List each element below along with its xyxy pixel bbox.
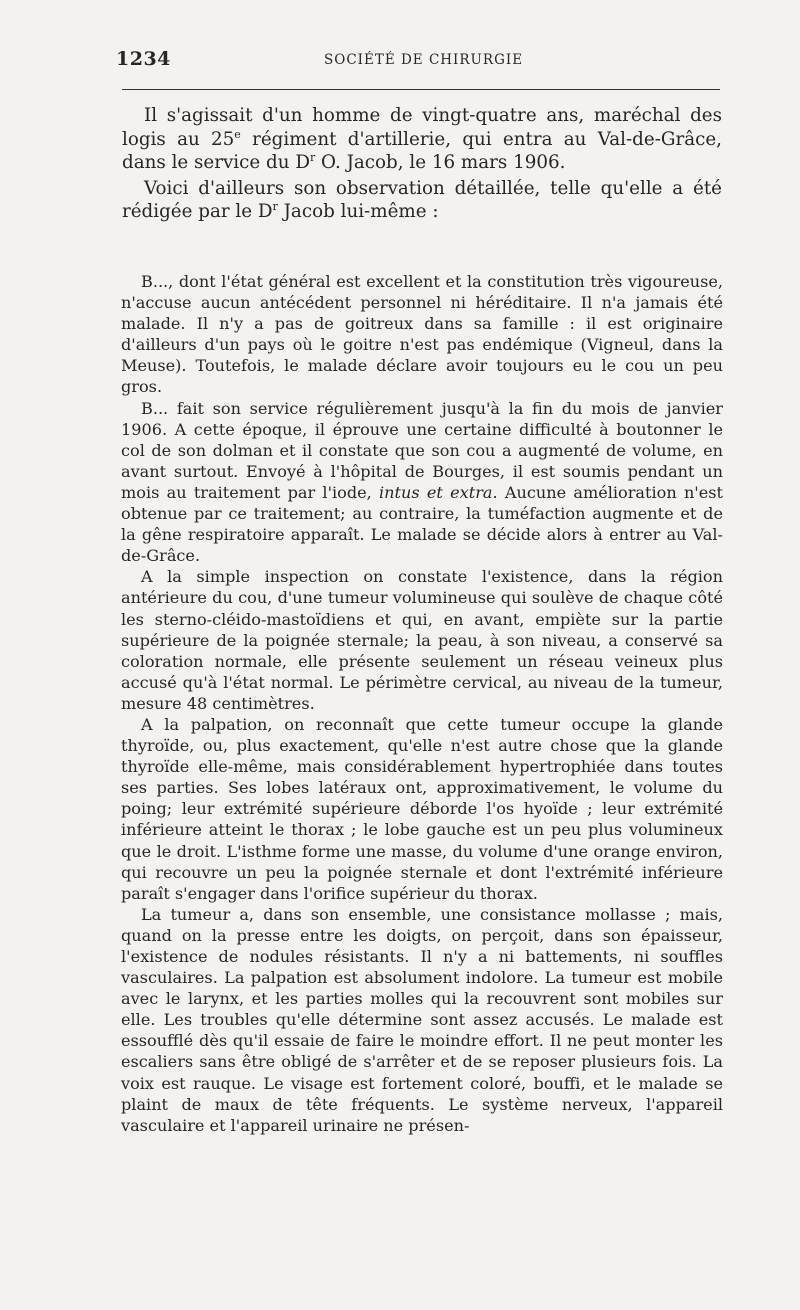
- intro-p1-sup-a: e: [234, 127, 241, 141]
- intro-section: [122, 104, 722, 224]
- observation-paragraph-1: B..., dont l'état général est excellent et la constitution très vigoureuse, n'accuse aucun antécédent personnel ni héréditaire. Il n'a jamais été malade. Il n'y a pas de goitreux dans sa famille : il est originaire d'ailleurs d'un pays où le goitre n'est pas endémique (Vigneul, dans la Meuse). Toutefois, le malade déclare avoir toujours eu le cou un peu gros.: [121, 272, 723, 397]
- journal-title: SOCIÉTÉ DE CHIRURGIE: [324, 52, 524, 68]
- page-number: 1234: [116, 48, 171, 70]
- obs-p2-text-b: . Aucune amélioration n'est obtenue par ce traitement; au contraire, la tuméfaction augmente et de la gêne respiratoire apparaît. Le malade se décide alors à entrer au Val-de-Grâce.: [121, 482, 723, 566]
- intro-paragraph-1: [122, 104, 722, 175]
- intro-paragraph-2: [122, 177, 722, 224]
- header-rule: [122, 89, 720, 90]
- intro-p1-text-a: Il s'agissait d'un homme de vingt-quatre ans, maréchal des logis au 25: [122, 105, 722, 150]
- observation-paragraph-5: La tumeur a, dans son ensemble, une consistance mollasse ; mais, quand on la presse entre les doigts, on perçoit, dans son épaisseur, l'existence de nodules résistants. Il n'y a ni battements, ni souffles vasculaires. La palpation est absolument indolore. La tumeur est mobile avec le larynx, et les parties molles qui la recouvrent sont mobiles sur elle. Les troubles qu'elle détermine sont assez accusés. Le malade est essoufflé dès qu'il essaie de faire le moindre effort. Il ne peut monter les escaliers sans être obligé de s'arrêter et de se reposer plusieurs fois. La voix est rauque. Le visage est fortement coloré, bouffi, et le malade se plaint de maux de tête fréquents. Le système nerveux, l'appareil vasculaire et l'appareil urinaire ne présen-: [121, 904, 723, 1135]
- observation-section: [121, 271, 723, 1136]
- observation-paragraph-2: [121, 398, 723, 567]
- obs-p2-italic: intus et extra: [379, 482, 493, 502]
- observation-paragraph-3: A la simple inspection on constate l'existence, dans la région antérieure du cou, d'une tumeur volumineuse qui soulève de chaque côté les sterno-cléido-mastoïdiens et qui, en avant, empiète sur la partie supérieure de la poignée sternale; la peau, à son niveau, a conservé sa coloration normale, elle présente seulement un réseau veineux plus accusé qu'à l'état normal. Le périmètre cervical, au niveau de la tumeur, mesure 48 centimètres.: [121, 567, 723, 713]
- intro-p1-sup-b: r: [309, 150, 316, 164]
- intro-p2-text-a: Voici d'ailleurs son observation détaillée, telle qu'elle a été rédigée par le D: [122, 177, 722, 222]
- observation-paragraph-4: A la palpation, on reconnaît que cette tumeur occupe la glande thyroïde, ou, plus exactement, qu'elle n'est autre chose que la glande thyroïde elle-même, mais considérablement hypertrophiée dans toutes ses parties. Ses lobes latéraux ont, approximativement, le volume du poing; leur extrémité supérieure déborde l'os hyoïde ; leur extrémité inférieure atteint le thorax ; le lobe gauche est un peu plus volumineux que le droit. L'isthme forme une masse, du volume d'une orange environ, qui recouvre un peu la poignée sternale et dont l'extrémité inférieure paraît s'engager dans l'orifice supérieur du thorax.: [121, 714, 723, 903]
- intro-p1-text-c: O. Jacob, le 16 mars 1906.: [315, 152, 566, 173]
- obs-p2-text-a: B... fait son service régulièrement jusqu'à la fin du mois de janvier 1906. A cette époque, il éprouve une certaine difficulté à boutonner le col de son dolman et il constate que son cou a augmenté de volume, en avant surtout. Envoyé à l'hôpital de Bourges, il est soumis pendant un mois au traitement par l'iode,: [121, 398, 723, 502]
- intro-p2-text-b: Jacob lui-même :: [277, 201, 439, 222]
- running-head: [114, 48, 720, 78]
- intro-p1-text-b: régiment d'artillerie, qui entra au Val-de-Grâce, dans le service du D: [122, 128, 722, 173]
- intro-p2-sup: r: [272, 199, 278, 213]
